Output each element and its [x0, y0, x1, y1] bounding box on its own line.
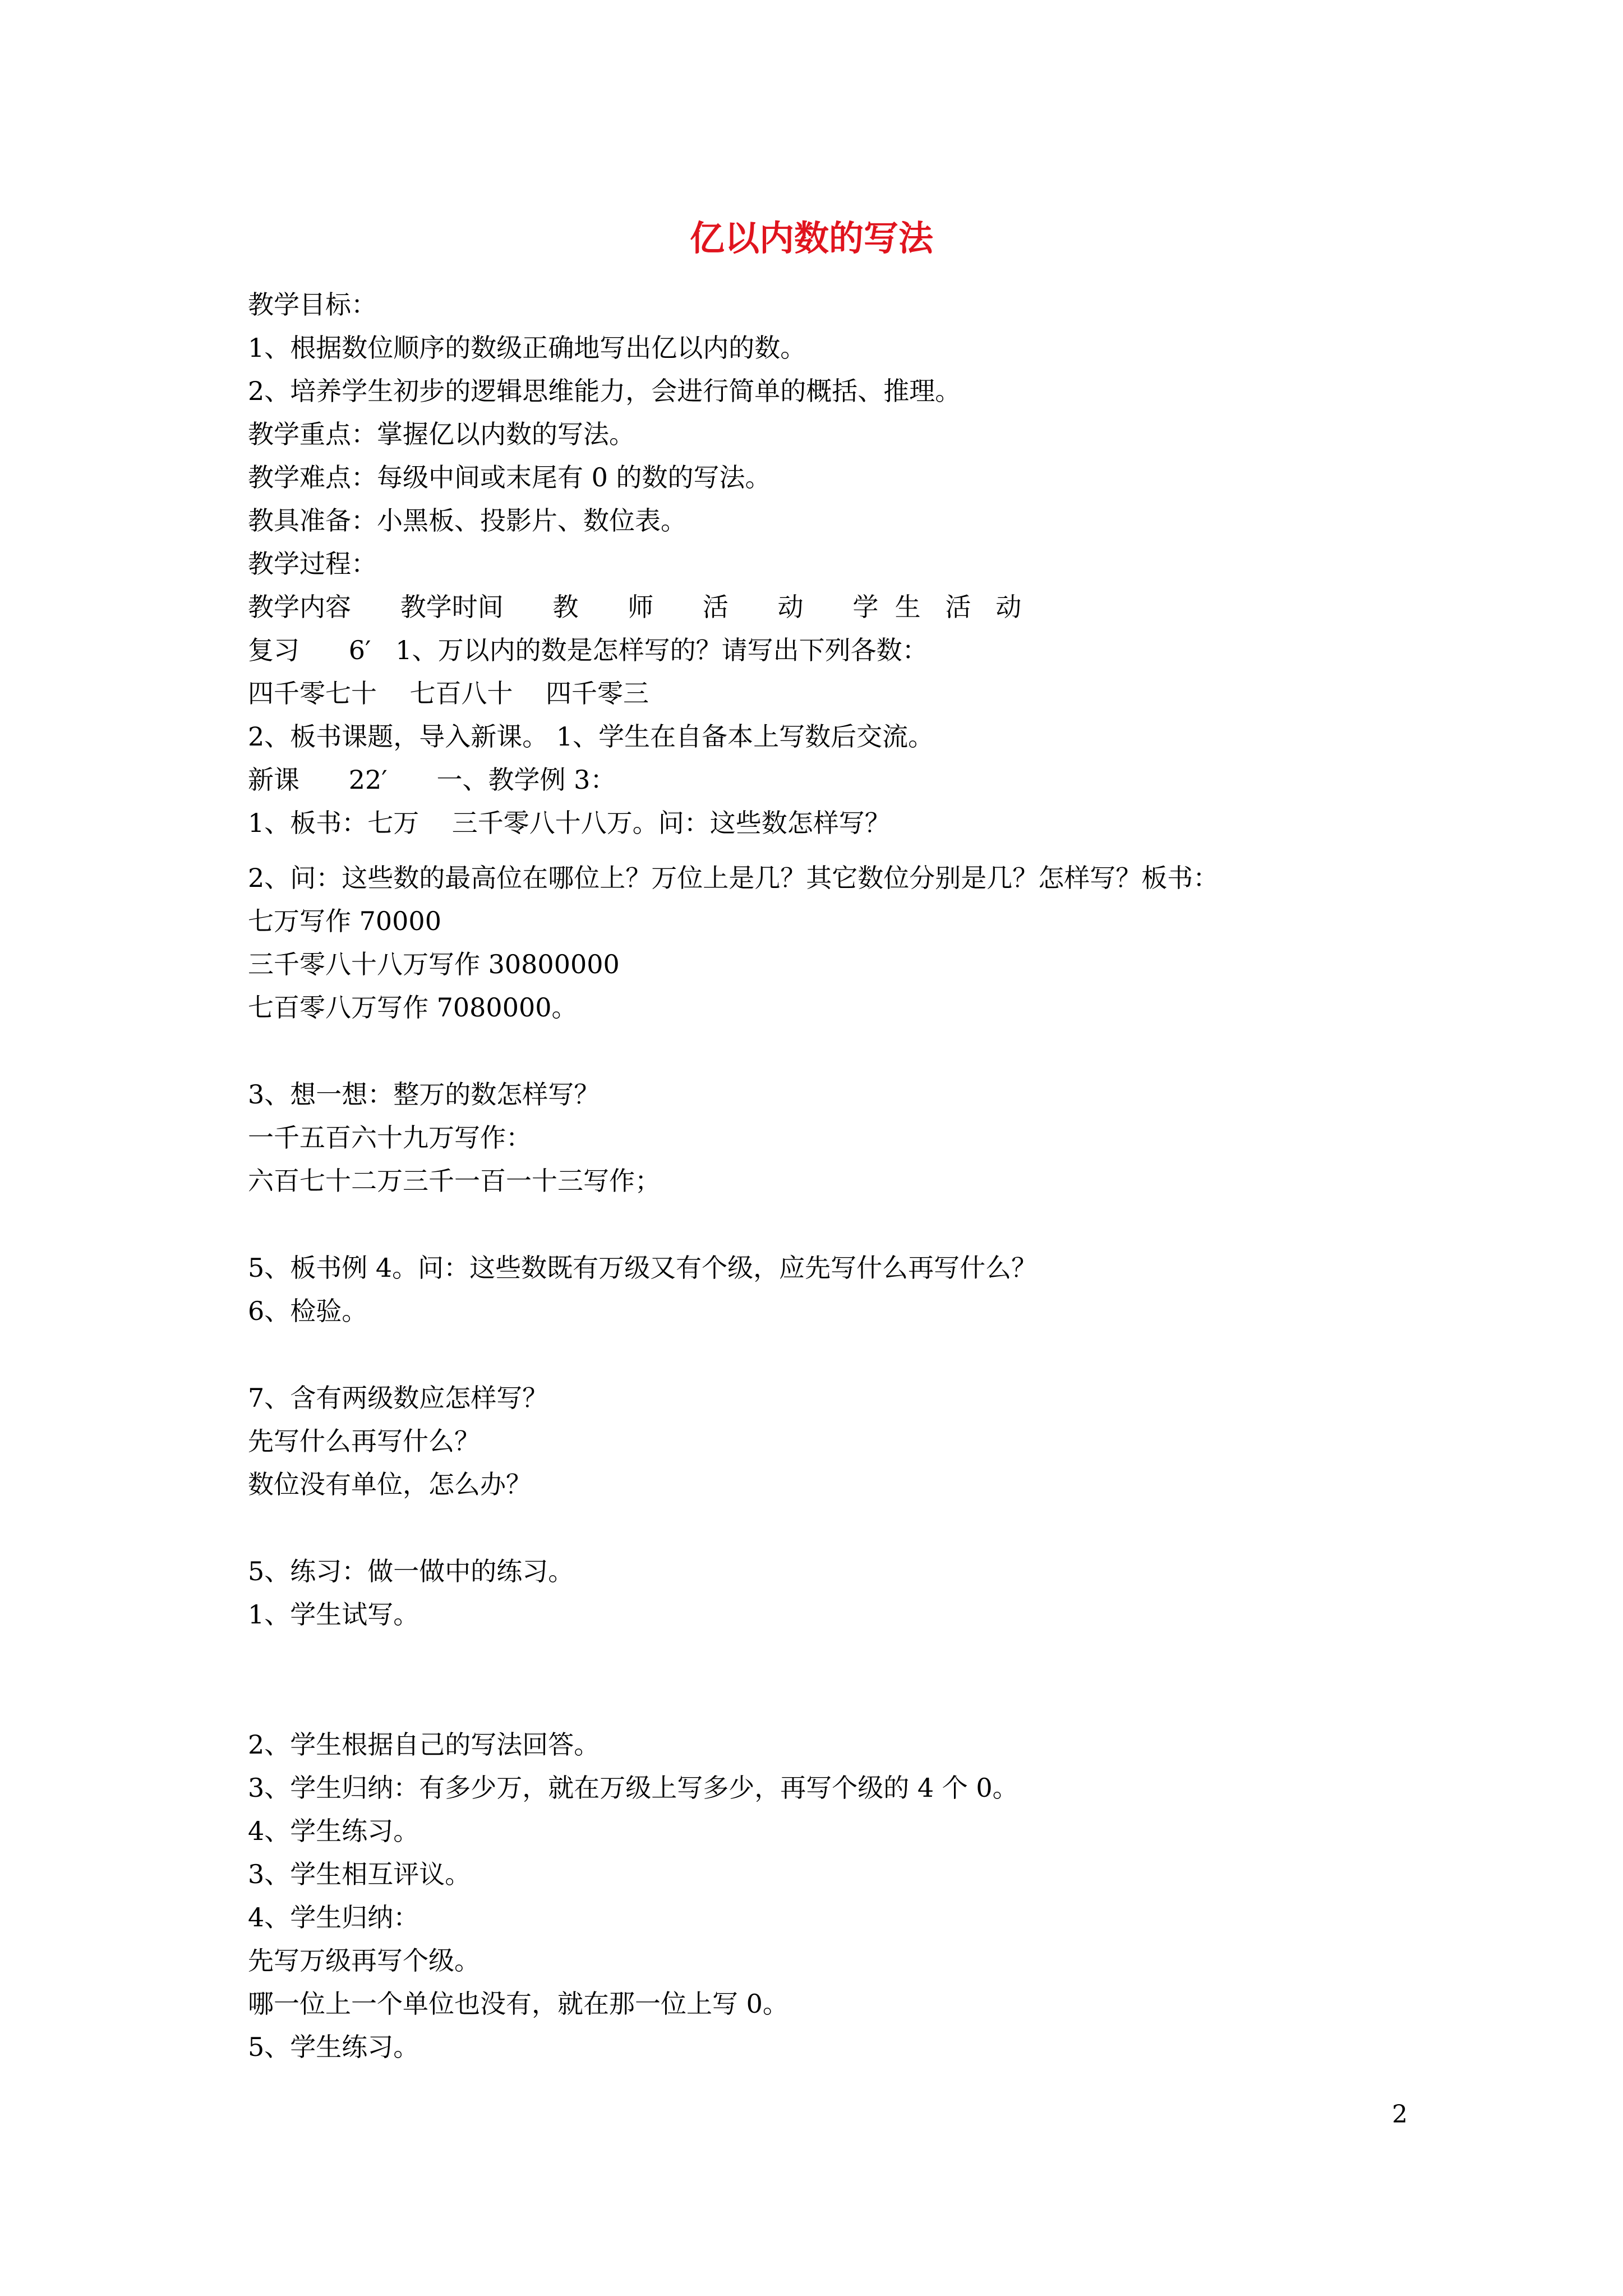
text-line: 六百七十二万三千一百一十三写作； [248, 1166, 661, 1196]
text-line: 七万写作 70000 [248, 906, 441, 936]
text-line: 2、问：这些数的最高位在哪位上？万位上是几？其它数位分别是几？怎样写？板书： [248, 863, 1219, 893]
text-line: 教具准备：小黑板、投影片、数位表。 [248, 505, 686, 536]
text-line: 3、学生相互评议。 [248, 1859, 471, 1889]
text-line: 四千零七十 七百八十 四千零三 [248, 678, 649, 708]
table-header-line: 教学内容 教学时间 教 师 活 动 学 生 活 动 [248, 592, 1022, 622]
text-line: 数位没有单位，怎么办？ [248, 1469, 532, 1499]
page-number: 2 [1392, 2100, 1408, 2129]
document-body [248, 283, 1426, 2069]
text-line: 教学难点：每级中间或末尾有 0 的数的写法。 [248, 462, 771, 493]
text-line: 3、想一想：整万的数怎样写？ [248, 1079, 600, 1110]
document-title: 亿以内数的写法 [689, 218, 933, 259]
text-line: 教学目标： [248, 289, 377, 320]
text-line: 4、学生归纳： [248, 1902, 419, 1932]
text-line: 新课 22′ 一、教学例 3： [248, 765, 616, 795]
text-line: 5、学生练习。 [248, 2032, 419, 2062]
text-line: 2、板书课题，导入新课。 1、学生在自备本上写数后交流。 [248, 721, 934, 752]
text-line: 5、板书例 4。问：这些数既有万级又有个级，应先写什么再写什么？ [248, 1253, 1038, 1283]
text-line: 七百零八万写作 7080000。 [248, 992, 578, 1023]
text-line: 复习 6′ 1、万以内的数是怎样写的？请写出下列各数： [248, 635, 928, 665]
text-line: 6、检验。 [248, 1296, 368, 1326]
text-line: 3、学生归纳：有多少万，就在万级上写多少，再写个级的 4 个 0。 [248, 1773, 1018, 1803]
text-line: 1、板书：七万 三千零八十八万。问：这些数怎样写？ [248, 808, 891, 838]
text-line: 1、根据数位顺序的数级正确地写出亿以内的数。 [248, 333, 806, 363]
text-line: 2、学生根据自己的写法回答。 [248, 1729, 600, 1760]
text-line: 教学过程： [248, 549, 377, 579]
text-line: 先写什么再写什么？ [248, 1426, 480, 1456]
text-line: 教学重点：掌握亿以内数的写法。 [248, 419, 635, 449]
text-line: 先写万级再写个级。 [248, 1945, 480, 1976]
text-line: 1、学生试写。 [248, 1599, 419, 1630]
text-line: 一千五百六十九万写作： [248, 1122, 532, 1153]
text-line: 2、培养学生初步的逻辑思维能力，会进行简单的概括、推理。 [248, 376, 961, 406]
text-line: 5、练习：做一做中的练习。 [248, 1556, 574, 1586]
text-line: 三千零八十八万写作 30800000 [248, 949, 620, 979]
text-line: 哪一位上一个单位也没有，就在那一位上写 0。 [248, 1989, 789, 2019]
text-line: 7、含有两级数应怎样写？ [248, 1383, 548, 1413]
text-line: 4、学生练习。 [248, 1816, 419, 1846]
